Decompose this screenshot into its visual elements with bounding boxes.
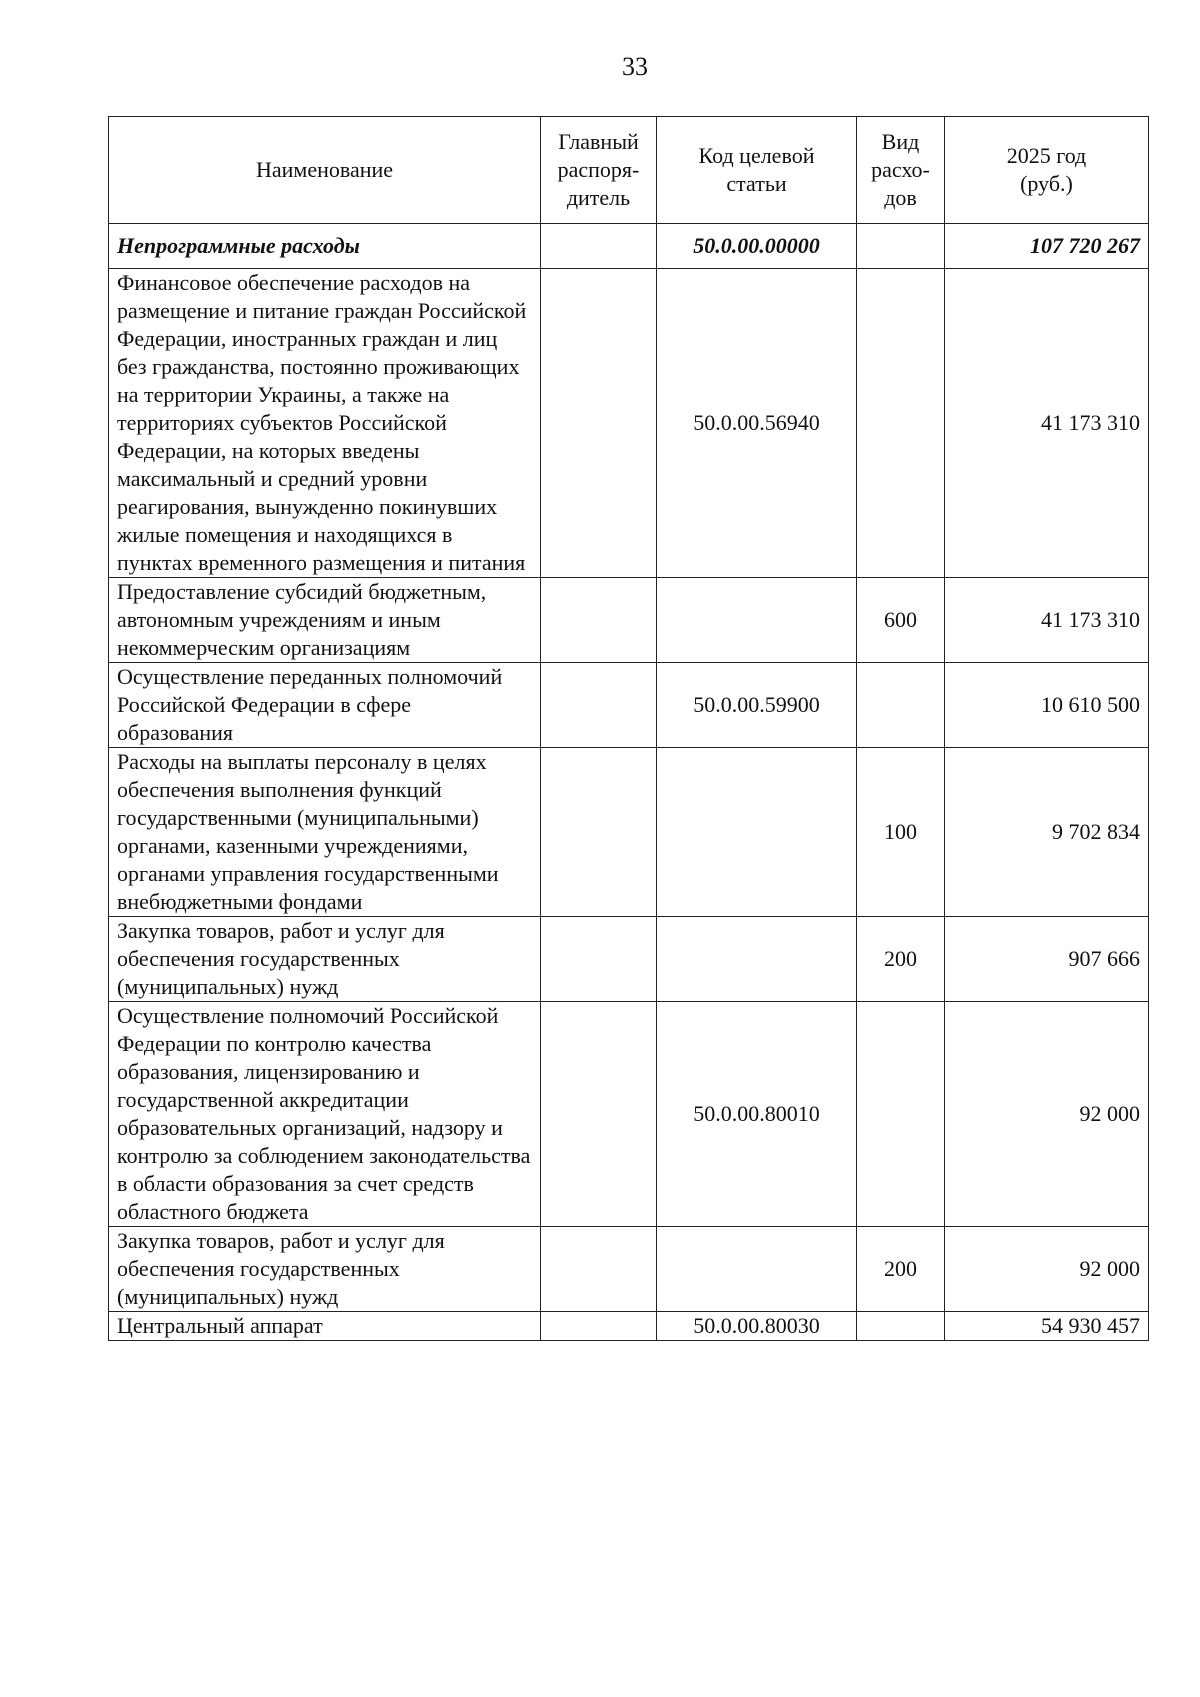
row-name-cell: Расходы на выплаты персоналу в целях обеспечения выполнения функций государственными (муниципальными) органами, казенными учреждениями, органами управления государственными внебюджетными фондами	[109, 748, 541, 917]
row-code-cell	[657, 748, 857, 917]
row-amount-cell: 92 000	[945, 1227, 1149, 1312]
row-amount-cell: 41 173 310	[945, 578, 1149, 663]
row-vid-cell	[857, 663, 945, 748]
row-name-cell: Непрограммные расходы	[109, 224, 541, 269]
row-name-cell: Предоставление субсидий бюджетным, автономным учреждениям и иным некоммерческим организациям	[109, 578, 541, 663]
row-code-cell: 50.0.00.56940	[657, 269, 857, 578]
row-code-cell	[657, 1227, 857, 1312]
row-code-cell	[657, 578, 857, 663]
row-glav-cell	[541, 269, 657, 578]
header-vid: Вид расхо- дов	[857, 117, 945, 224]
header-year: 2025 год (руб.)	[945, 117, 1149, 224]
header-code: Код целевой статьи	[657, 117, 857, 224]
row-vid-cell: 100	[857, 748, 945, 917]
table-row	[109, 224, 1149, 269]
header-name: Наименование	[109, 117, 541, 224]
row-name-cell: Закупка товаров, работ и услуг для обеспечения государственных (муниципальных) нужд	[109, 917, 541, 1002]
row-glav-cell	[541, 1312, 657, 1341]
table-row	[109, 578, 1149, 663]
table-row	[109, 748, 1149, 917]
table-row	[109, 663, 1149, 748]
header-glav: Главный распоря- дитель	[541, 117, 657, 224]
row-name-cell: Финансовое обеспечение расходов на размещение и питание граждан Российской Федерации, иностранных граждан и лиц без гражданства, постоянно проживающих на территории Украины, а также на территориях субъектов Российской Федерации, на которых введены максимальный и средний уровни реагирования, вынужденно покинувших жилые помещения и находящихся в пунктах временного размещения и питания	[109, 269, 541, 578]
row-code-cell: 50.0.00.00000	[657, 224, 857, 269]
table-row	[109, 1227, 1149, 1312]
row-vid-cell	[857, 1312, 945, 1341]
row-vid-cell: 200	[857, 1227, 945, 1312]
row-code-cell: 50.0.00.80030	[657, 1312, 857, 1341]
row-code-cell: 50.0.00.80010	[657, 1002, 857, 1227]
row-vid-cell: 600	[857, 578, 945, 663]
row-amount-cell: 41 173 310	[945, 269, 1149, 578]
row-amount-cell: 9 702 834	[945, 748, 1149, 917]
row-glav-cell	[541, 663, 657, 748]
budget-table	[108, 116, 1149, 1341]
table-row	[109, 1312, 1149, 1341]
table-row	[109, 269, 1149, 578]
row-vid-cell	[857, 269, 945, 578]
table-header-row	[109, 117, 1149, 224]
row-amount-cell: 54 930 457	[945, 1312, 1149, 1341]
row-amount-cell: 907 666	[945, 917, 1149, 1002]
row-glav-cell	[541, 917, 657, 1002]
row-vid-cell	[857, 1002, 945, 1227]
row-amount-cell: 10 610 500	[945, 663, 1149, 748]
row-code-cell: 50.0.00.59900	[657, 663, 857, 748]
row-code-cell	[657, 917, 857, 1002]
row-name-cell: Осуществление полномочий Российской Федерации по контролю качества образования, лицензированию и государственной аккредитации образовательных организаций, надзору и контролю за соблюдением законодательства в области образования за счет средств областного бюджета	[109, 1002, 541, 1227]
row-glav-cell	[541, 748, 657, 917]
row-amount-cell: 107 720 267	[945, 224, 1149, 269]
row-name-cell: Закупка товаров, работ и услуг для обеспечения государственных (муниципальных) нужд	[109, 1227, 541, 1312]
table-row	[109, 917, 1149, 1002]
row-name-cell: Осуществление переданных полномочий Российской Федерации в сфере образования	[109, 663, 541, 748]
row-amount-cell: 92 000	[945, 1002, 1149, 1227]
table-row	[109, 1002, 1149, 1227]
row-glav-cell	[541, 1227, 657, 1312]
row-glav-cell	[541, 578, 657, 663]
page-number: 33	[622, 52, 648, 81]
row-glav-cell	[541, 224, 657, 269]
row-vid-cell: 200	[857, 917, 945, 1002]
row-vid-cell	[857, 224, 945, 269]
row-name-cell: Центральный аппарат	[109, 1312, 541, 1341]
row-glav-cell	[541, 1002, 657, 1227]
